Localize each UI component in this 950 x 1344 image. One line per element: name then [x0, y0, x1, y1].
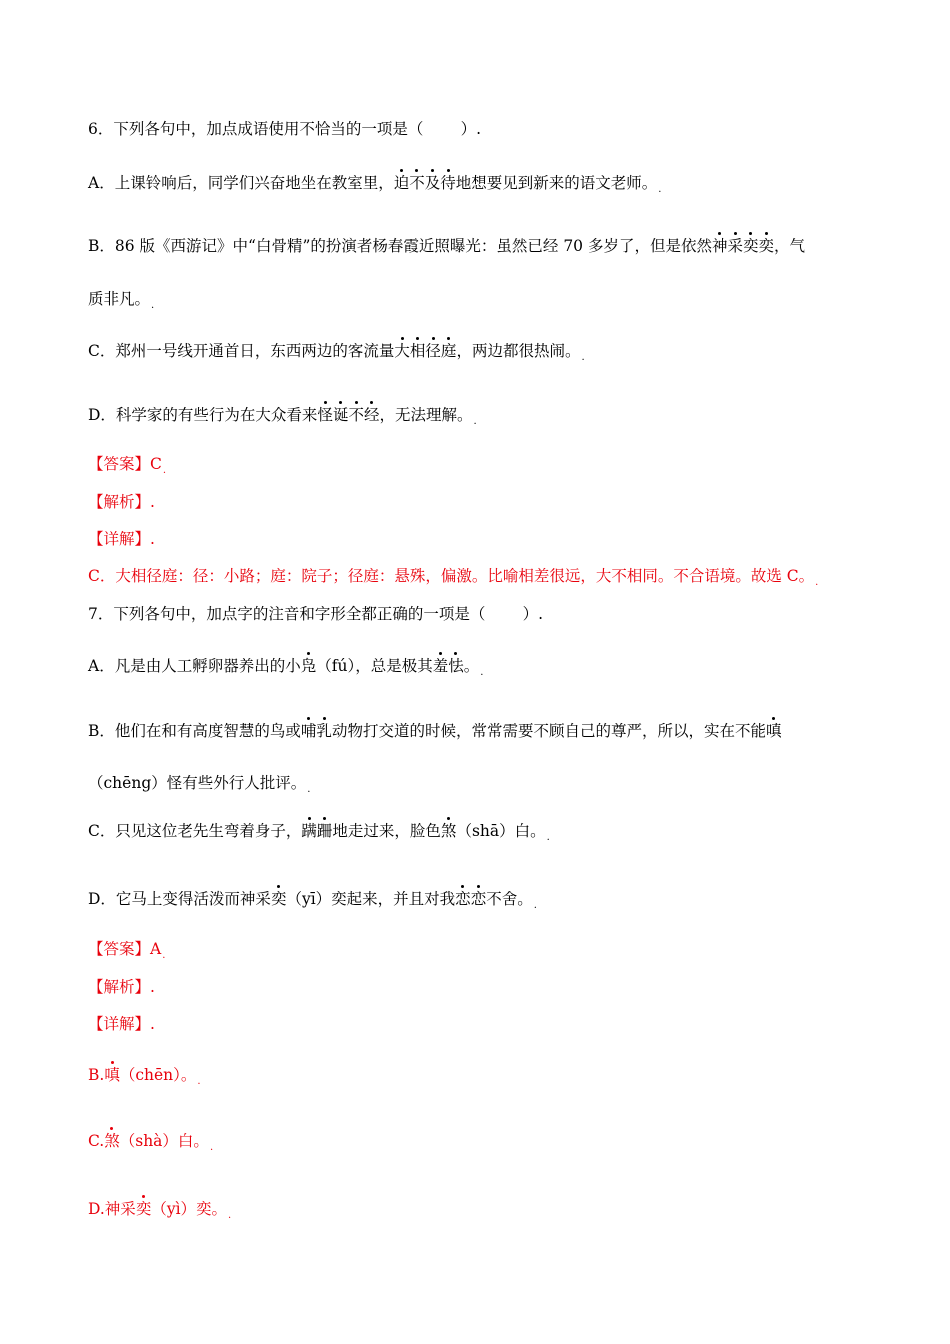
q7-correction-d-dotted-char: 奕 [135, 1200, 152, 1218]
q6-explanation [88, 565, 818, 594]
q6-explanation-text: C．大相径庭：径：小路；庭：院子；径庭：悬殊，偏激。比喻相差很远，大不相同。不合语境。故选 C。 [88, 567, 815, 585]
q6-option-d-dotted-char: 诞 [332, 406, 349, 424]
q6-option-a-dotted-char: 迫 [393, 174, 410, 192]
q7-correction-c [88, 1130, 213, 1159]
q6-option-d-pre: D．科学家的有些行为在大众看来 [88, 406, 318, 424]
q6-stem-close: ） [460, 120, 477, 138]
q6-detail [88, 528, 155, 550]
q7-option-c-p3: （shā）白。 [456, 822, 546, 840]
q7-option-a [88, 655, 483, 684]
q7-option-d-dotted-char: 奕 [270, 890, 287, 908]
q7-option-d-dotted-char: 恋 [470, 890, 487, 908]
q6-option-b-post: ，气 [774, 237, 806, 255]
q7-correction-b-p2: （chēn）。 [119, 1066, 197, 1084]
q6-option-b-pre: B．86 版《西游记》中“白骨精”的扮演者杨春霞近照曝光：虽然已经 70 多岁了，但是依然 [88, 237, 712, 255]
q7-analysis-label: 【解析】 [88, 978, 151, 996]
q6-option-c-dotted-char: 庭 [440, 342, 457, 360]
q7-option-b-mark: . [307, 784, 311, 796]
q7-answer-label: 【答案】 [88, 940, 151, 958]
q7-option-a-p3: 。 [463, 657, 480, 675]
q7-option-c-dotted-char: 蹒 [301, 822, 317, 840]
q7-option-c-p2: 地走过来，脸色 [332, 822, 441, 840]
q7-stem [88, 603, 543, 625]
q6-stem-mark: . [476, 120, 482, 138]
q6-option-c-dotted-char: 大 [394, 342, 410, 360]
q6-option-b-line1 [88, 235, 805, 257]
q6-option-c-post: ，两边都很热闹。 [456, 342, 581, 360]
q7-correction-d-p2: （yì）奕。 [151, 1200, 228, 1218]
q7-option-d-p1: D．它马上变得活泼而神采 [88, 890, 271, 908]
q7-correction-d [88, 1198, 231, 1227]
q7-option-a-dotted-char: 凫 [300, 657, 317, 675]
q7-stem-close: ） [522, 605, 539, 623]
q7-correction-d-mark: . [228, 1210, 232, 1222]
q6-stem [88, 118, 481, 140]
q6-option-c-mark: . [581, 352, 585, 364]
q7-option-b-p2: 动物打交道的时候，常常需要不顾自己的尊严，所以，实在不能 [331, 722, 766, 740]
q6-option-b-line2 [88, 288, 154, 317]
q6-option-a-dotted-char: 待 [440, 174, 456, 192]
q6-option-a-dotted-char: 及 [424, 174, 441, 192]
q6-option-d-dotted-char: 怪 [317, 406, 333, 424]
q6-analysis [88, 491, 155, 513]
q7-option-b-dotted-char: 乳 [316, 722, 332, 740]
q6-answer-mark: . [162, 465, 167, 477]
q6-detail-mark: . [150, 530, 155, 548]
q7-stem-text: 7．下列各句中，加点字的注音和字形全都正确的一项是（ [88, 605, 486, 623]
q7-answer [88, 938, 165, 967]
q7-option-b-dotted-char: 嗔 [765, 722, 782, 740]
q6-option-b-cont: 质非凡。 [88, 290, 151, 308]
q7-answer-mark: . [162, 950, 166, 962]
q6-option-b-mark: . [151, 300, 155, 312]
q7-correction-b-dotted-char: 嗔 [104, 1066, 120, 1084]
q7-detail-mark: . [150, 1015, 155, 1033]
q7-correction-b [88, 1064, 201, 1093]
q6-answer-label: 【答案】 [88, 455, 151, 473]
q7-stem-mark: . [538, 605, 544, 623]
q6-option-d-mark: . [473, 416, 477, 428]
q6-option-b-dotted-char: 神 [711, 237, 728, 255]
q7-correction-c-dotted-char: 煞 [104, 1132, 120, 1150]
q7-option-c-dotted-char: 煞 [440, 822, 457, 840]
q6-option-b-dotted-char: 奕 [743, 237, 759, 255]
q6-analysis-mark: . [150, 493, 155, 511]
q6-answer [88, 453, 166, 482]
q6-option-a-dotted-char: 不 [409, 174, 425, 192]
q7-option-d-p3: 不舍。 [486, 890, 533, 908]
q6-option-c-dotted-char: 径 [425, 342, 441, 360]
q7-detail [88, 1013, 155, 1035]
q6-answer-value: C [150, 455, 162, 473]
q7-option-a-p1: A．凡是由人工孵卵器养出的小 [88, 657, 301, 675]
q7-option-c-p1: C．只见这位老先生弯着身子， [88, 822, 302, 840]
q7-correction-b-p1: B. [88, 1066, 105, 1084]
q6-option-a-mark: . [658, 184, 662, 196]
q7-option-b-p1: B．他们在和有高度智慧的鸟或 [88, 722, 301, 740]
q6-analysis-label: 【解析】 [88, 493, 151, 511]
q6-option-b-dotted-char: 采 [727, 237, 743, 255]
q7-correction-c-mark: . [209, 1142, 214, 1154]
q7-correction-c-p2: （shà）白。 [119, 1132, 209, 1150]
q6-option-c-dotted-char: 相 [409, 342, 426, 360]
q6-option-d-post: ，无法理解。 [379, 406, 473, 424]
q6-option-a-pre: A．上课铃响后，同学们兴奋地坐在教室里， [88, 174, 394, 192]
q7-correction-d-p1: D.神采 [88, 1200, 136, 1218]
q7-option-c-mark: . [546, 832, 550, 844]
q7-option-d-dotted-char: 恋 [455, 890, 471, 908]
q7-option-d-mark: . [533, 900, 537, 912]
q7-analysis-mark: . [150, 978, 155, 996]
q6-option-d-dotted-char: 不 [348, 406, 364, 424]
q6-option-b-dotted-char: 奕 [758, 237, 775, 255]
q6-option-a-post: 地想要见到新来的语文老师。 [455, 174, 658, 192]
q6-option-a [88, 172, 661, 201]
q7-correction-b-mark: . [197, 1076, 201, 1088]
q6-option-c-pre: C．郑州一号线开通首日，东西两边的客流量 [88, 342, 395, 360]
q7-option-a-dotted-char: 怯 [448, 657, 464, 675]
q7-option-a-p2: （fú），总是极其 [316, 657, 433, 675]
q7-option-b-line1 [88, 720, 781, 742]
q6-option-d [88, 404, 477, 433]
q7-option-d [88, 888, 537, 917]
q7-option-d-p2: （yī）奕起来，并且对我 [286, 890, 456, 908]
q7-correction-c-p1: C. [88, 1132, 105, 1150]
q7-detail-label: 【详解】 [88, 1015, 151, 1033]
q6-explanation-mark: . [815, 577, 819, 589]
q6-option-d-dotted-char: 经 [363, 406, 380, 424]
q7-option-a-mark: . [480, 667, 484, 679]
q7-option-b-dotted-char: 哺 [300, 722, 317, 740]
q7-option-a-dotted-char: 羞 [432, 657, 449, 675]
q6-stem-text: 6．下列各句中，加点成语使用不恰当的一项是（ [88, 120, 424, 138]
q7-answer-value: A [150, 940, 162, 958]
q7-option-b-line2 [88, 772, 310, 801]
q7-analysis [88, 976, 155, 998]
q6-detail-label: 【详解】 [88, 530, 151, 548]
q7-option-c [88, 820, 550, 849]
q7-option-b-cont: （chēng）怪有些外行人批评。 [88, 774, 307, 792]
q7-option-c-dotted-char: 跚 [316, 822, 333, 840]
q6-option-c [88, 340, 585, 369]
